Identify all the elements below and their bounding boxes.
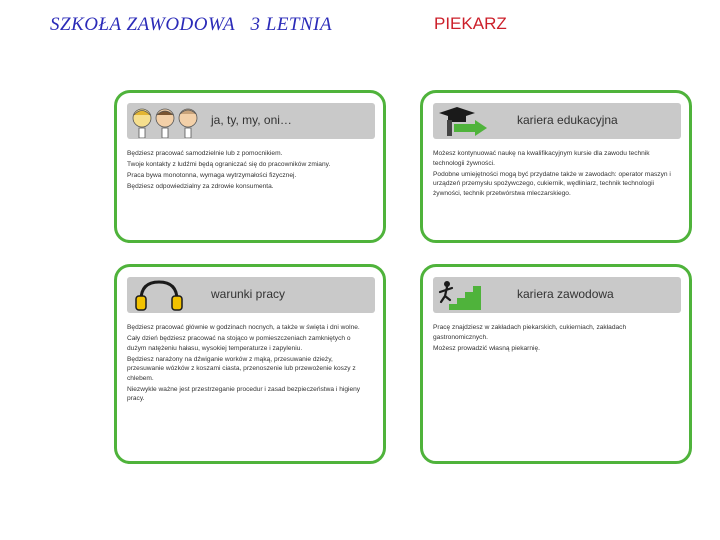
card-line: Będziesz pracować samodzielnie lub z pomocnikiem. bbox=[127, 150, 283, 157]
card-title: kariera edukacyjna bbox=[517, 113, 618, 127]
card-line: Podobne umiejętności mogą być przydatne także w zawodach: operator maszyn i urządzeń przemysłu spożywczego, cukiernik, wędliniarz, technik technologii żywności, technik przetwórstwa mleczarskiego. bbox=[433, 170, 671, 197]
people-faces-icon bbox=[129, 104, 205, 138]
card-body bbox=[433, 149, 677, 200]
card-line: Cały dzień będziesz pracować na stojąco w pomieszczeniach zamkniętych o dużym natężeniu hałasu, wysokiej temperaturze i zapyleniu. bbox=[127, 335, 351, 352]
card-title: warunki pracy bbox=[211, 287, 286, 301]
card-line: Będziesz narażony na dźwiganie worków z mąką, przesuwanie dzieży, przesuwanie wózków z koszami ciasta, przenoszenie lub przewożenie koszy z chlebem. bbox=[127, 355, 356, 382]
card-header bbox=[433, 103, 681, 139]
card-line: Możesz prowadzić własną piekarnię. bbox=[433, 344, 541, 352]
card-line: Pracę znajdziesz w zakładach piekarskich, cukierniach, zakładach gastronomicznych. bbox=[433, 324, 627, 341]
card-education bbox=[420, 90, 692, 243]
card-body bbox=[127, 149, 371, 193]
card-line: Będziesz pracować głównie w godzinach nocnych, a także w święta i dni wolne. bbox=[127, 324, 360, 331]
card-header bbox=[127, 277, 375, 313]
school-type-title: SZKOŁA ZAWODOWA 3 LETNIA bbox=[50, 14, 333, 35]
card-conditions bbox=[114, 264, 386, 464]
graduation-cap-arrow-icon bbox=[435, 104, 495, 138]
card-career bbox=[420, 264, 692, 464]
card-body bbox=[127, 323, 371, 405]
card-line: Będziesz odpowiedzialny za zdrowie konsumenta. bbox=[127, 183, 274, 191]
card-line: Możesz kontynuować naukę na kwalifikacyjnym kursie dla zawodu technik technologii żywności. bbox=[433, 150, 650, 167]
card-line: Niezwykle ważne jest przestrzeganie procedur i zasad bezpieczeństwa i higieny pracy. bbox=[127, 385, 361, 403]
climbing-stairs-icon bbox=[435, 278, 491, 312]
card-title: ja, ty, my, oni… bbox=[211, 113, 292, 127]
card-body bbox=[433, 323, 677, 355]
headphones-icon bbox=[131, 278, 187, 312]
card-people bbox=[114, 90, 386, 243]
profession-title: PIEKARZ bbox=[434, 14, 507, 33]
card-header bbox=[127, 103, 375, 139]
card-line: Twoje kontakty z ludźmi będą ograniczać się do pracowników zmiany. bbox=[127, 161, 331, 169]
card-title: kariera zawodowa bbox=[517, 287, 614, 301]
card-header bbox=[433, 277, 681, 313]
card-line: Praca bywa monotonna, wymaga wytrzymałości fizycznej. bbox=[127, 172, 297, 180]
